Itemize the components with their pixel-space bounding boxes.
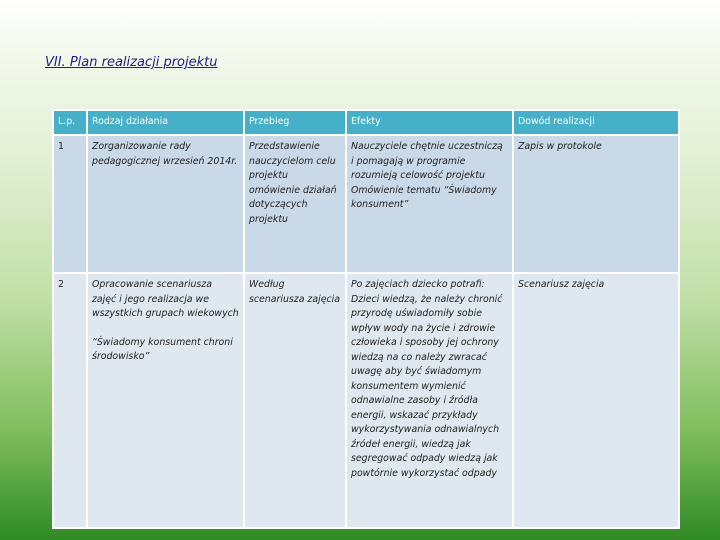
cell-dowod: Zapis w protokole	[513, 135, 679, 273]
header-dowod-realizacji: Dowód realizacji	[513, 110, 679, 135]
cell-lp: 2	[53, 273, 87, 528]
table-row	[53, 135, 679, 273]
cell-przebieg: Według scenariusza zajęcia	[244, 273, 346, 528]
header-rodzaj-dzialania: Rodzaj działania	[87, 110, 244, 135]
cell-efekty: Nauczyciele chętnie uczestniczą i pomagają w programie rozumieją celowość projektu Omówienie tematu “Świadomy konsument”	[346, 135, 513, 273]
dzialanie-subtitle: “Świadomy konsument chroni środowisko”	[92, 336, 233, 362]
dzialanie-text: Opracowanie scenariusza zajęć i jego realizacja we wszystkich grupach wiekowych	[92, 279, 239, 319]
cell-dowod: Scenariusz zajęcia	[513, 273, 679, 528]
header-efekty: Efekty	[346, 110, 513, 135]
table-row	[53, 273, 679, 528]
page-title: VII. Plan realizacji projektu	[45, 55, 218, 70]
table-header-row	[53, 110, 679, 135]
header-lp: L.p.	[53, 110, 87, 135]
cell-rodzaj-dzialania	[87, 273, 244, 528]
cell-przebieg: Przedstawienie nauczycielom celu projektu omówienie działań dotyczących projektu	[244, 135, 346, 273]
header-przebieg: Przebieg	[244, 110, 346, 135]
cell-lp: 1	[53, 135, 87, 273]
cell-efekty: Po zajęciach dziecko potrafi: Dzieci wiedzą, że należy chronić przyrodę uświadomiły sobie wpływ wody na życie i zdrowie człowieka i sposoby jej ochrony wiedzą na co należy zwracać uwagę aby być świadomym konsumentem wymienić odnawialne zasoby i źródła energii, wskazać przykłady wykorzystywania odnawialnych źródeł energii, wiedzą jak segregować odpady wiedzą jak powtórnie wykorzystać odpady	[346, 273, 513, 528]
project-plan-table	[52, 109, 680, 529]
cell-rodzaj-dzialania: Zorganizowanie rady pedagogicznej wrzesień 2014r.	[87, 135, 244, 273]
